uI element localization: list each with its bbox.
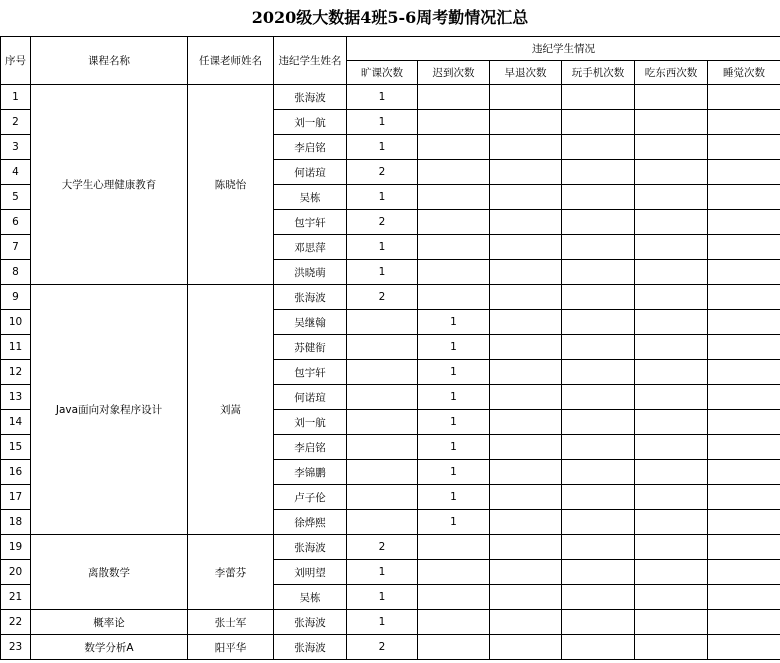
- eating-count: [635, 235, 708, 260]
- early-leave-count: [490, 510, 562, 535]
- absent-count: 1: [347, 110, 418, 135]
- row-index: 14: [1, 410, 31, 435]
- student-name: 张海波: [274, 285, 347, 310]
- late-count: [418, 85, 490, 110]
- absent-count: [347, 310, 418, 335]
- row-index: 7: [1, 235, 31, 260]
- row-index: 5: [1, 185, 31, 210]
- eating-count: [635, 260, 708, 285]
- early-leave-count: [490, 485, 562, 510]
- phone-count: [562, 260, 635, 285]
- row-index: 23: [1, 635, 31, 660]
- late-count: [418, 210, 490, 235]
- absent-count: [347, 460, 418, 485]
- student-name: 李启铭: [274, 435, 347, 460]
- phone-count: [562, 360, 635, 385]
- phone-count: [562, 435, 635, 460]
- sleeping-count: [708, 135, 780, 160]
- early-leave-count: [490, 535, 562, 560]
- sleeping-count: [708, 510, 780, 535]
- absent-count: 1: [347, 185, 418, 210]
- early-leave-count: [490, 585, 562, 610]
- student-name: 卢子伦: [274, 485, 347, 510]
- late-count: 1: [418, 310, 490, 335]
- student-name: 邓思萍: [274, 235, 347, 260]
- late-count: 1: [418, 460, 490, 485]
- early-leave-count: [490, 560, 562, 585]
- phone-count: [562, 510, 635, 535]
- sleeping-count: [708, 385, 780, 410]
- student-name: 包宇轩: [274, 210, 347, 235]
- phone-count: [562, 110, 635, 135]
- header-eating: 吃东西次数: [635, 61, 708, 85]
- late-count: [418, 110, 490, 135]
- late-count: [418, 585, 490, 610]
- sleeping-count: [708, 360, 780, 385]
- late-count: [418, 610, 490, 635]
- header-course: 课程名称: [31, 37, 188, 85]
- late-count: 1: [418, 510, 490, 535]
- eating-count: [635, 310, 708, 335]
- phone-count: [562, 635, 635, 660]
- eating-count: [635, 410, 708, 435]
- eating-count: [635, 135, 708, 160]
- early-leave-count: [490, 435, 562, 460]
- late-count: [418, 535, 490, 560]
- early-leave-count: [490, 635, 562, 660]
- late-count: [418, 560, 490, 585]
- sleeping-count: [708, 435, 780, 460]
- student-name: 洪晓萌: [274, 260, 347, 285]
- row-index: 15: [1, 435, 31, 460]
- eating-count: [635, 285, 708, 310]
- student-name: 张海波: [274, 535, 347, 560]
- sleeping-count: [708, 85, 780, 110]
- teacher-name: 张士军: [188, 610, 274, 635]
- early-leave-count: [490, 360, 562, 385]
- absent-count: 1: [347, 235, 418, 260]
- absent-count: 2: [347, 535, 418, 560]
- row-index: 4: [1, 160, 31, 185]
- attendance-table: [0, 36, 780, 660]
- early-leave-count: [490, 135, 562, 160]
- phone-count: [562, 485, 635, 510]
- early-leave-count: [490, 85, 562, 110]
- eating-count: [635, 535, 708, 560]
- late-count: [418, 185, 490, 210]
- teacher-name: 刘嵩: [188, 285, 274, 535]
- student-name: 苏健衔: [274, 335, 347, 360]
- sleeping-count: [708, 610, 780, 635]
- phone-count: [562, 535, 635, 560]
- early-leave-count: [490, 460, 562, 485]
- late-count: 1: [418, 410, 490, 435]
- absent-count: 1: [347, 260, 418, 285]
- phone-count: [562, 185, 635, 210]
- absent-count: [347, 385, 418, 410]
- sleeping-count: [708, 335, 780, 360]
- sleeping-count: [708, 235, 780, 260]
- sleeping-count: [708, 310, 780, 335]
- row-index: 11: [1, 335, 31, 360]
- student-name: 张海波: [274, 610, 347, 635]
- early-leave-count: [490, 285, 562, 310]
- table-row: [1, 285, 780, 310]
- row-index: 13: [1, 385, 31, 410]
- row-index: 3: [1, 135, 31, 160]
- phone-count: [562, 210, 635, 235]
- phone-count: [562, 610, 635, 635]
- early-leave-count: [490, 610, 562, 635]
- sleeping-count: [708, 110, 780, 135]
- header-index: 序号: [1, 37, 31, 85]
- student-name: 李锦鹏: [274, 460, 347, 485]
- table-row: [1, 85, 780, 110]
- row-index: 8: [1, 260, 31, 285]
- sheet-title: 2020级大数据4班5-6周考勤情况汇总: [251, 8, 529, 27]
- student-name: 刘明望: [274, 560, 347, 585]
- header-student: 违纪学生姓名: [274, 37, 347, 85]
- late-count: [418, 160, 490, 185]
- late-count: [418, 635, 490, 660]
- sleeping-count: [708, 210, 780, 235]
- row-index: 10: [1, 310, 31, 335]
- absent-count: [347, 485, 418, 510]
- early-leave-count: [490, 260, 562, 285]
- row-index: 20: [1, 560, 31, 585]
- absent-count: [347, 435, 418, 460]
- course-name: 离散数学: [31, 535, 188, 610]
- student-name: 吴继翰: [274, 310, 347, 335]
- header-sleeping: 睡觉次数: [708, 61, 780, 85]
- eating-count: [635, 185, 708, 210]
- early-leave-count: [490, 385, 562, 410]
- eating-count: [635, 335, 708, 360]
- table-row: [1, 535, 780, 560]
- student-name: 吴栋: [274, 585, 347, 610]
- eating-count: [635, 510, 708, 535]
- student-name: 何诺瑄: [274, 385, 347, 410]
- phone-count: [562, 235, 635, 260]
- row-index: 6: [1, 210, 31, 235]
- row-index: 9: [1, 285, 31, 310]
- sleeping-count: [708, 285, 780, 310]
- eating-count: [635, 610, 708, 635]
- row-index: 22: [1, 610, 31, 635]
- header-late: 迟到次数: [418, 61, 490, 85]
- eating-count: [635, 360, 708, 385]
- table-body: [1, 85, 780, 660]
- late-count: 1: [418, 435, 490, 460]
- row-index: 1: [1, 85, 31, 110]
- course-name: 数学分析A: [31, 635, 188, 660]
- sleeping-count: [708, 635, 780, 660]
- student-name: 刘一航: [274, 110, 347, 135]
- absent-count: [347, 410, 418, 435]
- late-count: [418, 260, 490, 285]
- absent-count: 2: [347, 160, 418, 185]
- sleeping-count: [708, 485, 780, 510]
- course-name: 大学生心理健康教育: [31, 85, 188, 285]
- teacher-name: 李蕾芬: [188, 535, 274, 610]
- table-row: [1, 635, 780, 660]
- eating-count: [635, 460, 708, 485]
- absent-count: 2: [347, 635, 418, 660]
- early-leave-count: [490, 185, 562, 210]
- student-name: 张海波: [274, 635, 347, 660]
- late-count: 1: [418, 335, 490, 360]
- absent-count: [347, 510, 418, 535]
- student-name: 吴栋: [274, 185, 347, 210]
- header-absent: 旷课次数: [347, 61, 418, 85]
- student-name: 何诺瑄: [274, 160, 347, 185]
- eating-count: [635, 85, 708, 110]
- row-index: 18: [1, 510, 31, 535]
- row-index: 16: [1, 460, 31, 485]
- phone-count: [562, 135, 635, 160]
- absent-count: 1: [347, 610, 418, 635]
- early-leave-count: [490, 210, 562, 235]
- student-name: 包宇轩: [274, 360, 347, 385]
- absent-count: 1: [347, 85, 418, 110]
- eating-count: [635, 210, 708, 235]
- phone-count: [562, 85, 635, 110]
- sleeping-count: [708, 560, 780, 585]
- eating-count: [635, 585, 708, 610]
- absent-count: 2: [347, 210, 418, 235]
- absent-count: 2: [347, 285, 418, 310]
- row-index: 2: [1, 110, 31, 135]
- course-name: 概率论: [31, 610, 188, 635]
- early-leave-count: [490, 335, 562, 360]
- late-count: 1: [418, 385, 490, 410]
- early-leave-count: [490, 310, 562, 335]
- early-leave-count: [490, 410, 562, 435]
- student-name: 徐烨熙: [274, 510, 347, 535]
- eating-count: [635, 160, 708, 185]
- header-violation-group: 违纪学生情况: [347, 37, 780, 61]
- phone-count: [562, 335, 635, 360]
- header-teacher: 任课老师姓名: [188, 37, 274, 85]
- eating-count: [635, 560, 708, 585]
- table-row: [1, 610, 780, 635]
- sleeping-count: [708, 410, 780, 435]
- teacher-name: 陈晓怡: [188, 85, 274, 285]
- late-count: [418, 235, 490, 260]
- header-phone: 玩手机次数: [562, 61, 635, 85]
- student-name: 刘一航: [274, 410, 347, 435]
- course-name: Java面向对象程序设计: [31, 285, 188, 535]
- eating-count: [635, 485, 708, 510]
- row-index: 21: [1, 585, 31, 610]
- phone-count: [562, 560, 635, 585]
- phone-count: [562, 285, 635, 310]
- late-count: 1: [418, 360, 490, 385]
- absent-count: [347, 360, 418, 385]
- sleeping-count: [708, 160, 780, 185]
- early-leave-count: [490, 235, 562, 260]
- header-early-leave: 早退次数: [490, 61, 562, 85]
- student-name: 李启铭: [274, 135, 347, 160]
- absent-count: 1: [347, 135, 418, 160]
- student-name: 张海波: [274, 85, 347, 110]
- teacher-name: 阳平华: [188, 635, 274, 660]
- absent-count: 1: [347, 585, 418, 610]
- phone-count: [562, 585, 635, 610]
- late-count: [418, 135, 490, 160]
- sleeping-count: [708, 260, 780, 285]
- sleeping-count: [708, 585, 780, 610]
- absent-count: 1: [347, 560, 418, 585]
- eating-count: [635, 385, 708, 410]
- eating-count: [635, 435, 708, 460]
- late-count: 1: [418, 485, 490, 510]
- phone-count: [562, 385, 635, 410]
- phone-count: [562, 410, 635, 435]
- phone-count: [562, 310, 635, 335]
- row-index: 12: [1, 360, 31, 385]
- eating-count: [635, 635, 708, 660]
- absent-count: [347, 335, 418, 360]
- phone-count: [562, 460, 635, 485]
- row-index: 17: [1, 485, 31, 510]
- row-index: 19: [1, 535, 31, 560]
- sleeping-count: [708, 460, 780, 485]
- early-leave-count: [490, 160, 562, 185]
- eating-count: [635, 110, 708, 135]
- late-count: [418, 285, 490, 310]
- sleeping-count: [708, 535, 780, 560]
- sleeping-count: [708, 185, 780, 210]
- early-leave-count: [490, 110, 562, 135]
- phone-count: [562, 160, 635, 185]
